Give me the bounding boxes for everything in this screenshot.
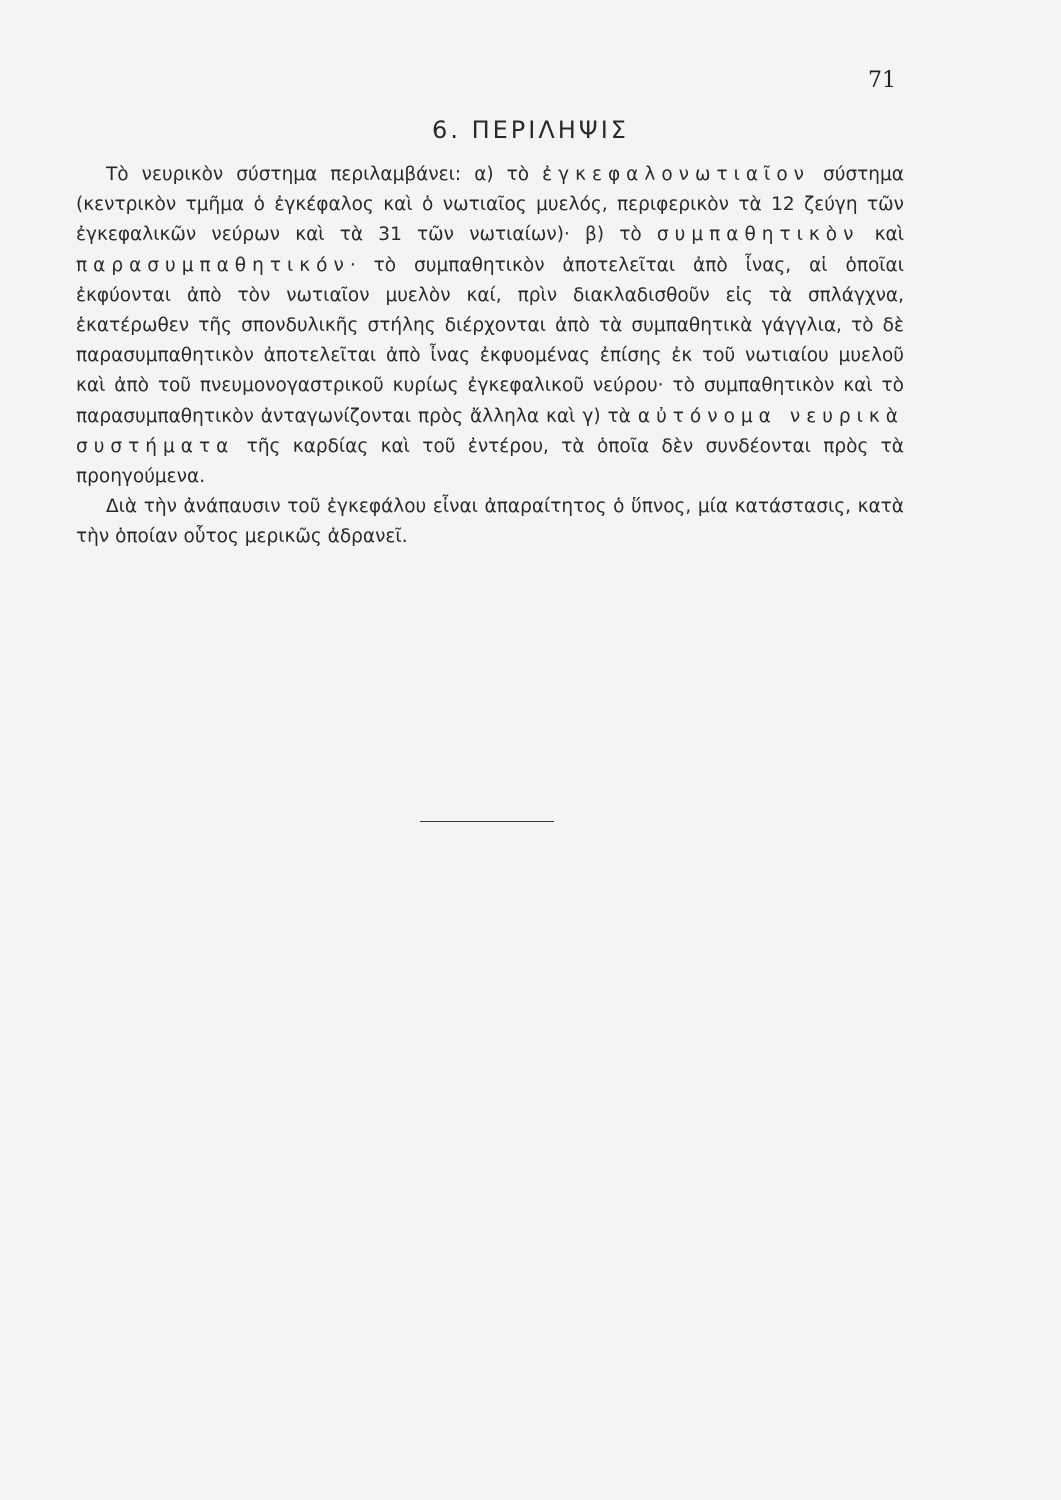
- p1-segment-1: Τὸ νευρικὸν σύστημα περιλαμβάνει: α) τὸ: [106, 164, 543, 185]
- term-autonomic-systems: αὐτόνομα νευρικὰ συστήματα: [76, 405, 905, 457]
- term-parasympathetic: παρασυμπαθητικόν: [76, 254, 350, 276]
- p1-segment-7: · τὸ συμπαθητικὸν ἀποτελεῖται ἀπὸ ἶνας, αἱ ὁποῖαι ἐκφύονται ἀπὸ τὸν νωτιαῖον μυελὸν καί, πρὶν διακλαδισθοῦν εἰς τὰ σπλάγχνα, ἑκατέρωθεν τῆς σπονδυλικῆς στήλης διέρχονται ἀπὸ τὰ συμπαθητικὰ γάγγλια, τὸ δὲ παρασυμπαθητικὸν ἀποτελεῖται ἀπὸ ἶνας ἐκφυομένας ἐπίσης ἐκ τοῦ νωτιαίου μυελοῦ καὶ ἀπὸ τοῦ πνευμονογαστρικοῦ κυρίως ἐγκεφαλικοῦ νεύρου· τὸ συμπαθητικὸν καὶ τὸ παρασυμπαθητικὸν ἀνταγωνίζονται πρὸς ἄλληλα καὶ γ) τὰ: [76, 254, 904, 427]
- body-text: [76, 160, 904, 553]
- p1-segment-5: καὶ: [859, 224, 904, 246]
- term-sympathetic: συμπαθητικὸν: [656, 224, 860, 246]
- p1-segment-3: σύστημα (κεντρικὸν τμῆμα ὁ ἐγκέφαλος καὶ ὁ νωτιαῖος μυελός, περιφερικὸν τὰ 12 ζεύγη τῶν ἐγκεφαλικῶν νεύρων καὶ τὰ 31 τῶν νωτιαίων)· β) τὸ: [76, 164, 904, 246]
- section-title: 6. ΠΕΡΙΛΗΨΙΣ: [432, 116, 629, 144]
- page-number: 71: [868, 68, 896, 93]
- paragraph-nervous-system: [76, 160, 904, 492]
- term-cerebrospinal: ἐγκεφαλονωτιαῖον: [542, 164, 810, 185]
- paragraph-sleep: Διὰ τὴν ἀνάπαυσιν τοῦ ἐγκεφάλου εἶναι ἀπαραίτητος ὁ ὕπνος, μία κατάστασις, κατὰ τὴν ὁποίαν οὗτος μερικῶς ἀδρανεῖ.: [76, 496, 904, 548]
- p1-segment-9: τῆς καρδίας καὶ τοῦ ἐντέρου, τὰ ὁποῖα δὲν συνδέονται πρὸς τὰ προηγούμενα.: [76, 435, 904, 488]
- horizontal-rule: [420, 821, 554, 822]
